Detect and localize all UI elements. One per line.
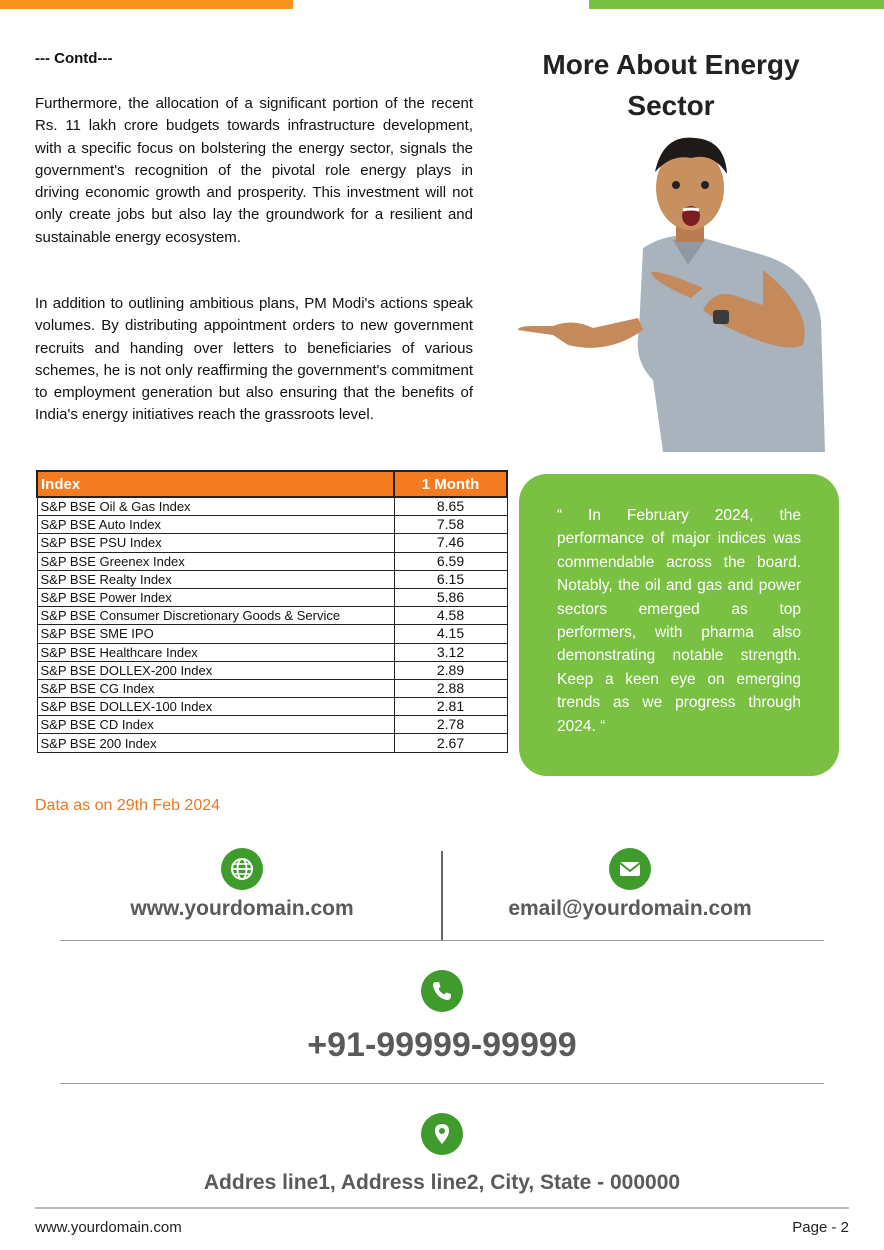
table-row: [37, 552, 507, 570]
continued-label: --- Contd---: [35, 50, 113, 67]
index-name: S&P BSE Consumer Discretionary Goods & Service: [37, 607, 394, 625]
table-row: [37, 661, 507, 679]
index-value: 3.12: [394, 643, 507, 661]
index-value: 7.58: [394, 516, 507, 534]
index-name: S&P BSE Healthcare Index: [37, 643, 394, 661]
phone-icon: [421, 970, 463, 1012]
index-value: 8.65: [394, 497, 507, 516]
index-name: S&P BSE CD Index: [37, 716, 394, 734]
man-pointing-photo: [513, 130, 829, 452]
table-row: [37, 734, 507, 752]
phone-link[interactable]: +91-99999-99999: [307, 1026, 577, 1064]
index-name: S&P BSE 200 Index: [37, 734, 394, 752]
index-value: 6.59: [394, 552, 507, 570]
index-value: 7.46: [394, 534, 507, 552]
email-link[interactable]: email@yourdomain.com: [508, 897, 752, 920]
index-value: 4.58: [394, 607, 507, 625]
index-value: 2.89: [394, 661, 507, 679]
index-name: S&P BSE SME IPO: [37, 625, 394, 643]
header-index: Index: [37, 471, 394, 497]
footer-website-link[interactable]: www.yourdomain.com: [35, 1219, 182, 1236]
quote-box: [519, 474, 839, 776]
table-row: [37, 679, 507, 697]
index-name: S&P BSE Power Index: [37, 588, 394, 606]
index-name: S&P BSE DOLLEX-200 Index: [37, 661, 394, 679]
index-performance-table: [36, 470, 508, 753]
table-header-row: [37, 471, 507, 497]
table-row: [37, 516, 507, 534]
top-accent-bar-green: [589, 0, 884, 9]
contact-divider-vertical: [441, 851, 443, 940]
quote-text: “ In February 2024, the performance of major indices was commendable across the board. Notably, the oil and gas and power sectors emerged as top performers, with pharma also demonstrating notable strength. Keep a keen eye on emerging trends as we progress through 2024. “: [557, 507, 801, 735]
index-name: S&P BSE DOLLEX-100 Index: [37, 698, 394, 716]
contact-divider-1: [60, 940, 824, 941]
table-row: [37, 570, 507, 588]
index-name: S&P BSE Greenex Index: [37, 552, 394, 570]
address-text: Addres line1, Address line2, City, State - 000000: [203, 1171, 681, 1194]
index-value: 2.78: [394, 716, 507, 734]
header-1-month: 1 Month: [394, 471, 507, 497]
table-row: [37, 607, 507, 625]
contact-divider-2: [60, 1083, 824, 1084]
page-number: Page - 2: [792, 1219, 849, 1236]
table-row: [37, 534, 507, 552]
table-row: [37, 716, 507, 734]
globe-icon: [221, 848, 263, 890]
table-row: [37, 643, 507, 661]
table-row: [37, 625, 507, 643]
footer-divider: [35, 1207, 849, 1209]
index-value: 5.86: [394, 588, 507, 606]
index-value: 2.67: [394, 734, 507, 752]
table-row: [37, 497, 507, 516]
index-name: S&P BSE CG Index: [37, 679, 394, 697]
envelope-icon: [609, 848, 651, 890]
section-heading: More About Energy Sector: [542, 49, 800, 121]
index-name: S&P BSE PSU Index: [37, 534, 394, 552]
location-pin-icon: [421, 1113, 463, 1155]
index-value: 2.88: [394, 679, 507, 697]
index-name: S&P BSE Oil & Gas Index: [37, 497, 394, 516]
table-row: [37, 588, 507, 606]
top-accent-bar-orange: [0, 0, 293, 9]
table-row: [37, 698, 507, 716]
body-paragraph-2: In addition to outlining ambitious plans, PM Modi's actions speak volumes. By distributing appointment orders to new government recruits and handing over letters to beneficiaries of various schemes, he is not only reaffirming the government's commitment to employment generation but also ensuring that the benefits of India's energy initiatives reach the grassroots level.: [35, 295, 473, 424]
data-date-note: Data as on 29th Feb 2024: [35, 797, 221, 814]
index-name: S&P BSE Realty Index: [37, 570, 394, 588]
index-value: 4.15: [394, 625, 507, 643]
index-value: 2.81: [394, 698, 507, 716]
website-link[interactable]: www.yourdomain.com: [130, 897, 354, 920]
index-value: 6.15: [394, 570, 507, 588]
body-paragraph-1: Furthermore, the allocation of a significant portion of the recent Rs. 11 lakh crore budgets towards infrastructure development, with a specific focus on bolstering the energy sector, signals the government's recognition of the pivotal role energy plays in driving economic growth and prosperity. This investment will not only create jobs but also lay the groundwork for a resilient and sustainable energy ecosystem.: [35, 95, 473, 246]
index-name: S&P BSE Auto Index: [37, 516, 394, 534]
